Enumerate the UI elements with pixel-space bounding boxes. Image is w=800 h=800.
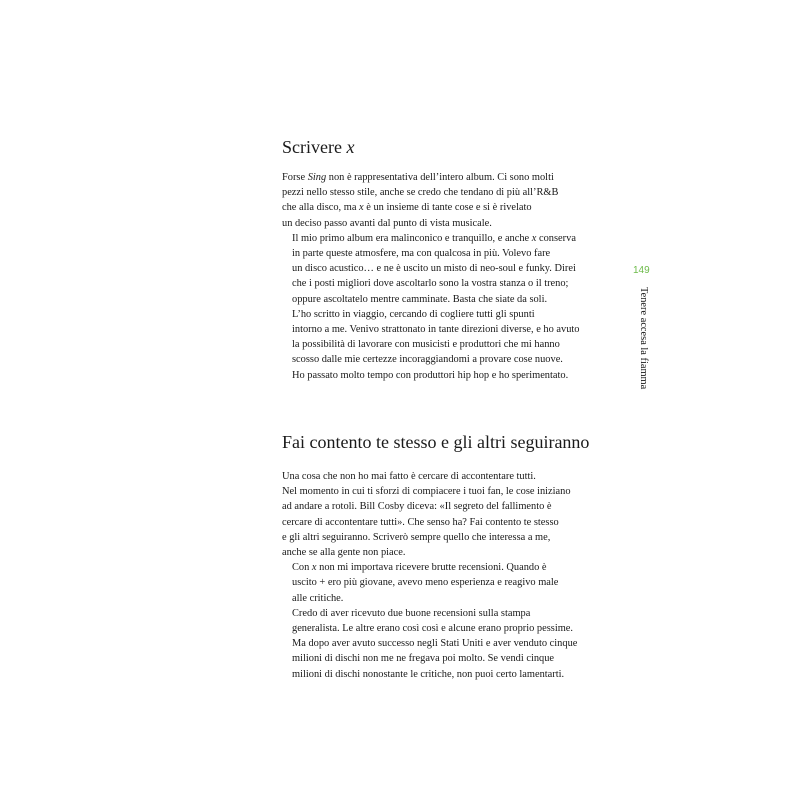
text-line	[282, 575, 622, 590]
text-line	[282, 231, 622, 246]
line-text: generalista. Le altre erano così così e alcune erano proprio pessime.	[292, 623, 574, 635]
line-text: anche se alla gente non piace.	[282, 547, 406, 559]
section-body	[282, 170, 622, 383]
page-number: 149	[633, 265, 650, 276]
line-text: scosso dalle mie certezze incoraggiandomi a provare cose nuove.	[292, 354, 563, 366]
text-line	[282, 591, 622, 606]
line-text: non mi importava ricevere brutte recensioni. Quando è	[316, 562, 547, 574]
line-text: Ma dopo aver avuto successo negli Stati Uniti e aver venduto cinque	[292, 638, 578, 650]
line-text: oppure ascoltatelo mentre camminate. Basta che siate da soli.	[292, 293, 548, 305]
heading-text: Scrivere	[282, 137, 347, 157]
line-text: Forse	[282, 172, 308, 183]
text-line	[282, 515, 622, 530]
line-text: milioni di dischi nonostante le critiche, non puoi certo lamentarti.	[292, 668, 565, 680]
text-line	[282, 667, 622, 682]
text-line	[282, 307, 622, 322]
line-text: in parte queste atmosfere, ma con qualcosa in più. Volevo fare	[292, 248, 551, 260]
text-line	[282, 216, 622, 231]
italic-title: x	[531, 232, 537, 244]
line-text: è un insieme di tante cose e si è rivelato	[363, 202, 532, 214]
text-line	[282, 261, 622, 276]
text-line	[282, 484, 622, 499]
text-line	[282, 292, 622, 307]
text-line	[282, 636, 622, 651]
text-line	[282, 545, 622, 560]
text-line	[282, 499, 622, 514]
text-line	[282, 606, 622, 621]
line-text: un disco acustico… e ne è uscito un misto di neo-soul e funky. Direi	[292, 263, 576, 275]
line-text: Una cosa che non ho mai fatto è cercare di accontentare tutti.	[282, 471, 536, 482]
line-text: Con	[292, 562, 312, 574]
section-body	[282, 469, 622, 682]
line-text: uscito + ero più giovane, avevo meno esperienza e reagivo male	[292, 577, 559, 589]
line-text: un deciso passo avanti dal punto di vista musicale.	[282, 217, 492, 229]
running-head: Tenere accesa la fiamma	[638, 287, 649, 390]
text-line	[282, 469, 622, 484]
text-line	[282, 246, 622, 261]
paragraph	[282, 606, 622, 682]
paragraph	[282, 170, 622, 231]
text-line	[282, 560, 622, 575]
text-line	[282, 276, 622, 291]
paragraph	[282, 307, 622, 383]
italic-title: x	[359, 202, 364, 214]
heading-text: Fai contento te stesso e gli altri seguiranno	[282, 432, 590, 452]
section-heading	[282, 432, 589, 453]
line-text: Nel momento in cui ti sforzi di compiacere i tuoi fan, le cose iniziano	[282, 486, 571, 498]
heading-emphasis: x	[346, 137, 355, 157]
line-text: la possibilità di lavorare con musicisti e produttori che mi hanno	[292, 339, 560, 351]
text-line	[282, 352, 622, 367]
line-text: alle critiche.	[292, 592, 344, 604]
line-text: ad andare a rotoli. Bill Cosby diceva: «Il segreto del fallimento è	[282, 501, 552, 513]
line-text: pezzi nello stesso stile, anche se credo che tendano di più all’R&B	[282, 187, 559, 199]
paragraph	[282, 560, 622, 606]
text-line	[282, 530, 622, 545]
italic-title: x	[311, 562, 317, 574]
paragraph	[282, 469, 622, 560]
text-line	[282, 621, 622, 636]
text-line	[282, 337, 622, 352]
text-line	[282, 170, 622, 185]
text-line	[282, 200, 622, 215]
text-line	[282, 651, 622, 666]
line-text: Il mio primo album era malinconico e tranquillo, e anche	[292, 232, 532, 244]
line-text: Ho passato molto tempo con produttori hip hop e ho sperimentato.	[292, 369, 569, 381]
line-text: che i posti migliori dove ascoltarlo sono la vostra stanza o il treno;	[292, 278, 569, 290]
section-heading	[282, 137, 354, 158]
line-text: milioni di dischi non me ne fregava poi molto. Se vendi cinque	[292, 653, 555, 665]
line-text: cercare di accontentare tutti». Che senso ha? Fai contento te stesso	[282, 516, 559, 528]
line-text: Credo di aver ricevuto due buone recensioni sulla stampa	[292, 607, 531, 619]
paragraph	[282, 231, 622, 307]
line-text: L’ho scritto in viaggio, cercando di cogliere tutti gli spunti	[292, 308, 535, 320]
line-text: che alla disco, ma	[282, 202, 360, 214]
text-line	[282, 368, 622, 383]
italic-title: Sing	[307, 172, 327, 183]
line-text: intorno a me. Venivo strattonato in tante direzioni diverse, e ho avuto	[292, 324, 580, 336]
text-line	[282, 185, 622, 200]
text-line	[282, 322, 622, 337]
line-text: conserva	[536, 232, 576, 244]
line-text: e gli altri seguiranno. Scriverò sempre quello che interessa a me,	[282, 531, 551, 543]
line-text: non è rappresentativa dell’intero album. Ci sono molti	[326, 172, 554, 183]
